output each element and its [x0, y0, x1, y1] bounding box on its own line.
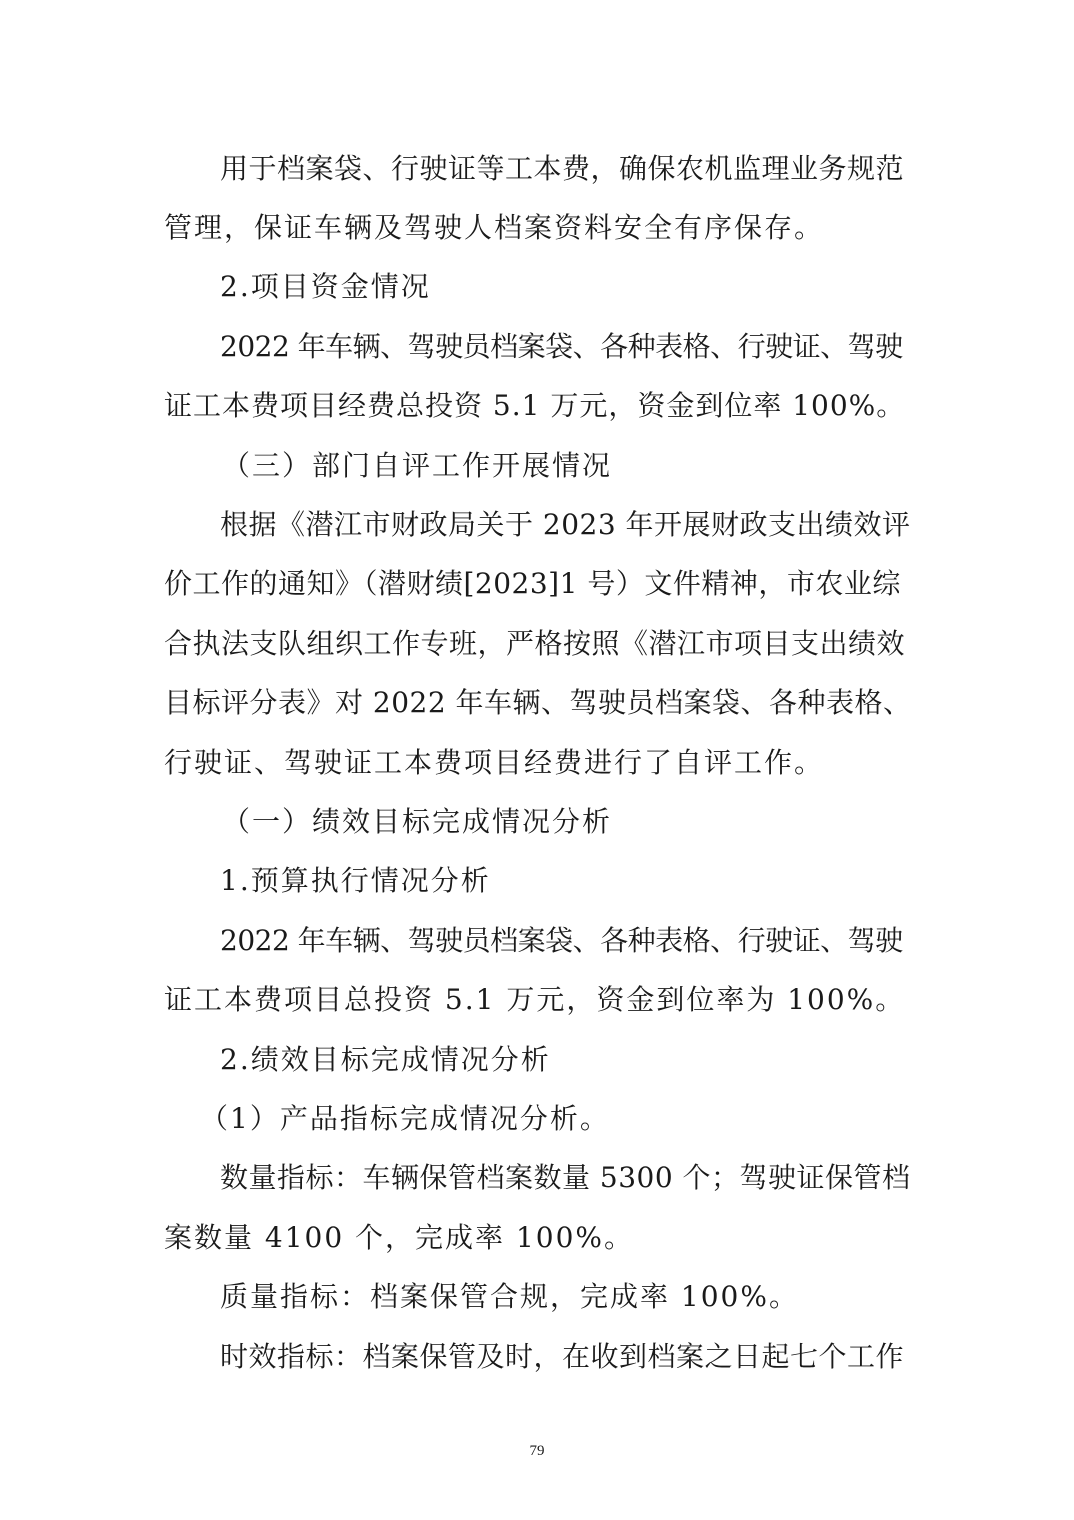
- paragraph-line: 价工作的通知》（潜财绩[2023]1 号）文件精神，市农业综: [164, 567, 901, 600]
- section-heading: （三）部门自评工作开展情况: [222, 449, 613, 482]
- paragraph-line: 质量指标：档案保管合规，完成率 100%。: [220, 1280, 799, 1313]
- paragraph-line: 案数量 4100 个，完成率 100%。: [164, 1221, 635, 1254]
- paragraph-line: 数量指标：车辆保管档案数量 5300 个；驾驶证保管档: [220, 1161, 911, 1194]
- section-heading: 2.绩效目标完成情况分析: [220, 1043, 551, 1076]
- paragraph-line: 用于档案袋、行驶证等工本费，确保农机监理业务规范: [220, 152, 905, 185]
- paragraph-line: 管理，保证车辆及驾驶人档案资料安全有序保存。: [164, 211, 825, 244]
- paragraph-line: 证工本费项目经费总投资 5.1 万元，资金到位率 100%。: [164, 389, 906, 422]
- paragraph-line: 时效指标：档案保管及时，在收到档案之日起七个工作: [220, 1340, 905, 1373]
- section-heading: 1.预算执行情况分析: [220, 864, 491, 897]
- section-heading: 2.项目资金情况: [220, 270, 431, 303]
- section-heading: （一）绩效目标完成情况分析: [222, 805, 613, 838]
- page-number: 79: [529, 1443, 545, 1459]
- section-heading: （1）产品指标完成情况分析。: [200, 1102, 610, 1135]
- paragraph-line: 证工本费项目总投资 5.1 万元，资金到位率为 100%。: [164, 983, 906, 1016]
- paragraph-line: 目标评分表》对 2022 年车辆、驾驶员档案袋、各种表格、: [164, 686, 912, 719]
- paragraph-line: 合执法支队组织工作专班，严格按照《潜江市项目支出绩效: [164, 627, 906, 660]
- paragraph-line: 行驶证、驾驶证工本费项目经费进行了自评工作。: [164, 746, 825, 779]
- paragraph-line: 2022 年车辆、驾驶员档案袋、各种表格、行驶证、驾驶: [220, 924, 903, 957]
- paragraph-line: 根据《潜江市财政局关于 2023 年开展财政支出绩效评: [220, 508, 911, 541]
- paragraph-line: 2022 年车辆、驾驶员档案袋、各种表格、行驶证、驾驶: [220, 330, 903, 363]
